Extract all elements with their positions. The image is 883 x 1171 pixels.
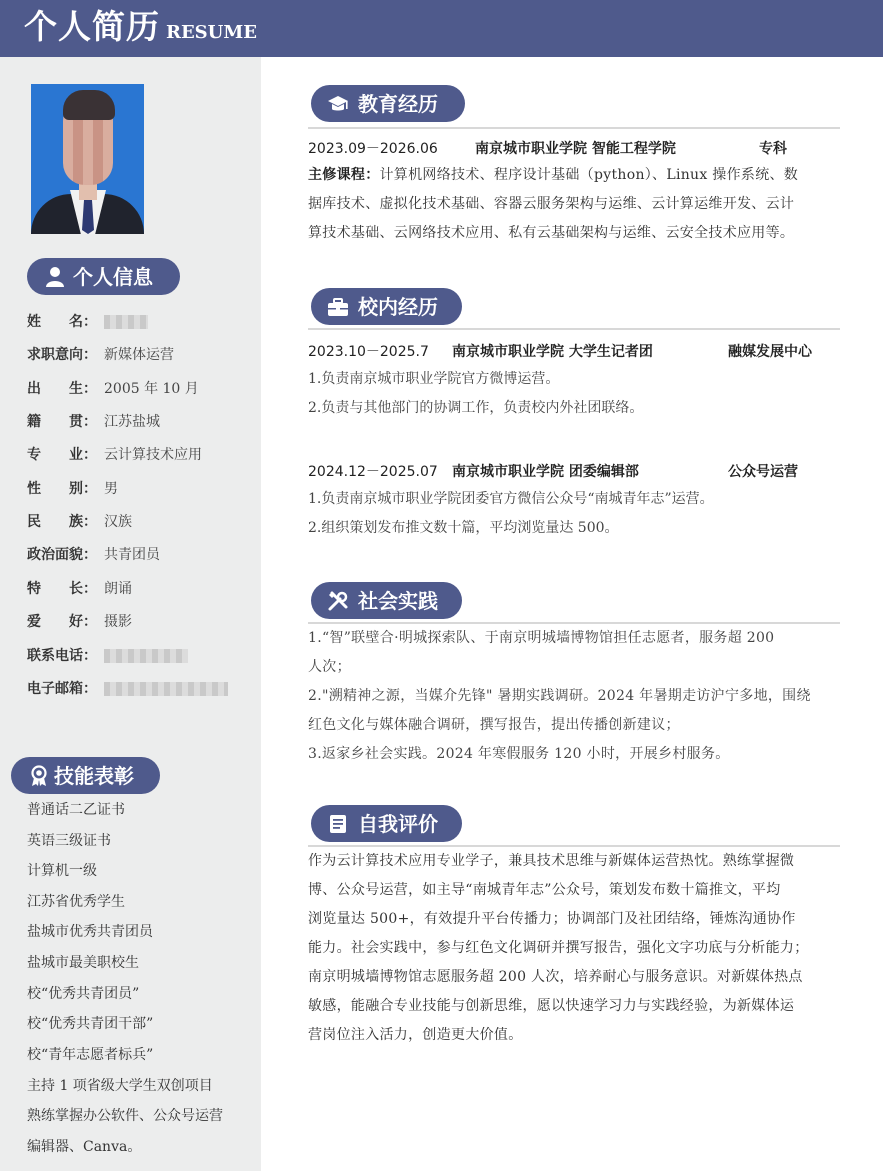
info-label: 政治面貌： [27,547,97,563]
info-email [27,680,228,698]
resume-subtitle: RESUME [166,22,258,43]
info-value: 男 [104,481,118,497]
graduation-cap-icon [327,93,349,115]
campus-entry-item: 2.负责与其他部门的协调工作，负责校内外社团联络。 [308,400,644,416]
practice-title: 社会实践 [358,589,438,613]
skill-item: 普通话二乙证书 [27,802,125,818]
info-label: 出 生： [27,381,97,397]
info-label: 爱 好： [27,614,97,630]
info-label: 籍 贯： [27,414,97,430]
skill-item: 熟练掌握办公软件、公众号运营 [27,1108,223,1124]
info-political [27,546,160,564]
education-degree [759,140,787,158]
self-eval-line: 能力。社会实践中，参与红色文化调研并撰写报告，强化文字功底与分析能力； [308,940,809,956]
info-value: 云计算技术应用 [104,447,202,463]
self-eval-line: 博、公众号运营，如主导“南城青年志”公众号，策划发布数十篇推文，平均 [308,882,781,898]
info-label: 性 别： [27,481,97,497]
info-gender [27,480,118,498]
personal-info-heading [27,258,180,295]
campus-entry-role [728,463,798,481]
practice-heading [311,582,462,619]
entry-role: 融媒发展中心 [728,344,812,360]
education-heading [311,85,465,122]
info-label: 民 族： [27,514,97,530]
redacted-name [104,315,148,329]
self-eval-line: 作为云计算技术应用专业学子，兼具技术思维与新媒体运营热忱。熟练掌握微 [308,853,795,869]
skill-item: 盐城市优秀共青团员 [27,924,153,940]
info-value: 朗诵 [104,581,132,597]
education-entry [308,140,438,158]
self-eval-line: 南京明城墙博物馆志愿服务超 200 人次，培养耐心与服务意识。对新媒体热点 [308,969,803,985]
entry-org: 南京城市职业学院 团委编辑部 [452,464,639,480]
courses-text: 计算机网络技术、程序设计基础（python）、Linux 操作系统、数 [379,167,799,183]
campus-entry-item: 1.负责南京城市职业学院团委官方微信公众号“南城青年志”运营。 [308,491,714,507]
tools-icon [327,590,349,612]
skill-item: 校“优秀共青团员” [27,986,140,1002]
info-label: 特 长： [27,581,97,597]
info-phone [27,647,188,665]
campus-entry-date [308,463,438,481]
award-icon [28,765,50,787]
info-specialty [27,580,132,598]
campus-heading [311,288,462,325]
info-hobby [27,613,132,631]
section-divider [308,127,840,129]
info-value: 汉族 [104,514,132,530]
skill-item: 计算机一级 [27,863,97,879]
resume-title: 个人简历 [24,7,160,46]
campus-entry-date [308,343,429,361]
info-label: 联系电话： [27,648,97,664]
self-eval-text [308,847,842,1050]
skills-heading [11,757,160,794]
info-name [27,313,148,331]
resume-header [0,0,883,57]
skill-item: 江苏省优秀学生 [27,894,125,910]
info-major [27,446,202,464]
personal-info-title: 个人信息 [73,265,153,289]
info-label: 求职意向： [27,347,97,363]
info-birth [27,380,199,398]
education-courses [308,161,842,248]
practice-line: 1.“智”联壁合·明城探索队、于南京明城墙博物馆担任志愿者，服务超 200 [308,630,775,646]
info-value: 共青团员 [104,547,160,563]
campus-entry-role [728,343,812,361]
campus-entry-item: 2.组织策划发布推文数十篇，平均浏览量达 500。 [308,520,619,536]
profile-photo [31,84,144,234]
education-title: 教育经历 [358,92,438,116]
practice-list [308,624,842,769]
entry-date: 2023.10－2025.7 [308,344,429,360]
education-date: 2023.09－2026.06 [308,141,438,157]
skills-title: 技能表彰 [54,764,134,788]
practice-line: 3.返家乡社会实践。2024 年寒假服务 120 小时，开展乡村服务。 [308,746,730,762]
school-name: 南京城市职业学院 智能工程学院 [475,141,676,157]
practice-line: 红色文化与媒体融合调研，撰写报告，提出传播创新建议； [308,717,680,733]
campus-entry-org [452,463,639,481]
info-label: 姓 名： [27,314,97,330]
skill-item: 校“青年志愿者标兵” [27,1047,154,1063]
courses-text: 据库技术、虚拟化技术基础、容器云服务架构与运维、云计算运维开发、云计 [308,196,795,212]
skill-item: 编辑器、Canva。 [27,1139,142,1155]
practice-line: 人次； [308,659,351,675]
skill-item: 盐城市最美职校生 [27,955,139,971]
self-eval-line: 浏览量达 500+，有效提升平台传播力；协调部门及社团结络，锤炼沟通协作 [308,911,796,927]
info-value: 2005 年 10 月 [104,381,199,397]
self-eval-line: 营岗位注入活力，创造更大价值。 [308,1027,523,1043]
redacted-email [104,682,228,696]
info-label: 电子邮箱： [27,681,97,697]
entry-date: 2024.12－2025.07 [308,464,438,480]
campus-title: 校内经历 [358,295,438,319]
info-hometown [27,413,160,431]
info-value: 摄影 [104,614,132,630]
redacted-phone [104,649,188,663]
info-label: 专 业： [27,447,97,463]
info-ethnicity [27,513,132,531]
section-divider [308,328,840,330]
skill-item: 英语三级证书 [27,833,111,849]
entry-role: 公众号运营 [728,464,798,480]
briefcase-icon [327,296,349,318]
entry-org: 南京城市职业学院 大学生记者团 [452,344,653,360]
courses-text: 算技术基础、云网络技术应用、私有云基础架构与运维、云安全技术应用等。 [308,225,795,241]
document-icon [327,813,349,835]
self-eval-line: 敏感，能融合专业技能与创新思维，愿以快速学习力与实践经验，为新媒体运 [308,998,795,1014]
info-job [27,346,174,364]
practice-line: 2."溯精神之源，当媒介先锋" 暑期实践调研。2024 年暑期走访沪宁多地，围绕 [308,688,811,704]
person-icon [44,266,66,288]
info-value: 新媒体运营 [104,347,174,363]
degree: 专科 [759,141,787,157]
courses-label: 主修课程： [308,167,380,183]
skill-item: 校“优秀共青团干部” [27,1016,154,1032]
campus-entry-org [452,343,653,361]
education-school [475,140,676,158]
info-value: 江苏盐城 [104,414,160,430]
skill-item: 主持 1 项省级大学生双创项目 [27,1078,213,1094]
campus-entry-item: 1.负责南京城市职业学院官方微博运营。 [308,371,560,387]
self-eval-heading [311,805,462,842]
self-eval-title: 自我评价 [358,812,438,836]
